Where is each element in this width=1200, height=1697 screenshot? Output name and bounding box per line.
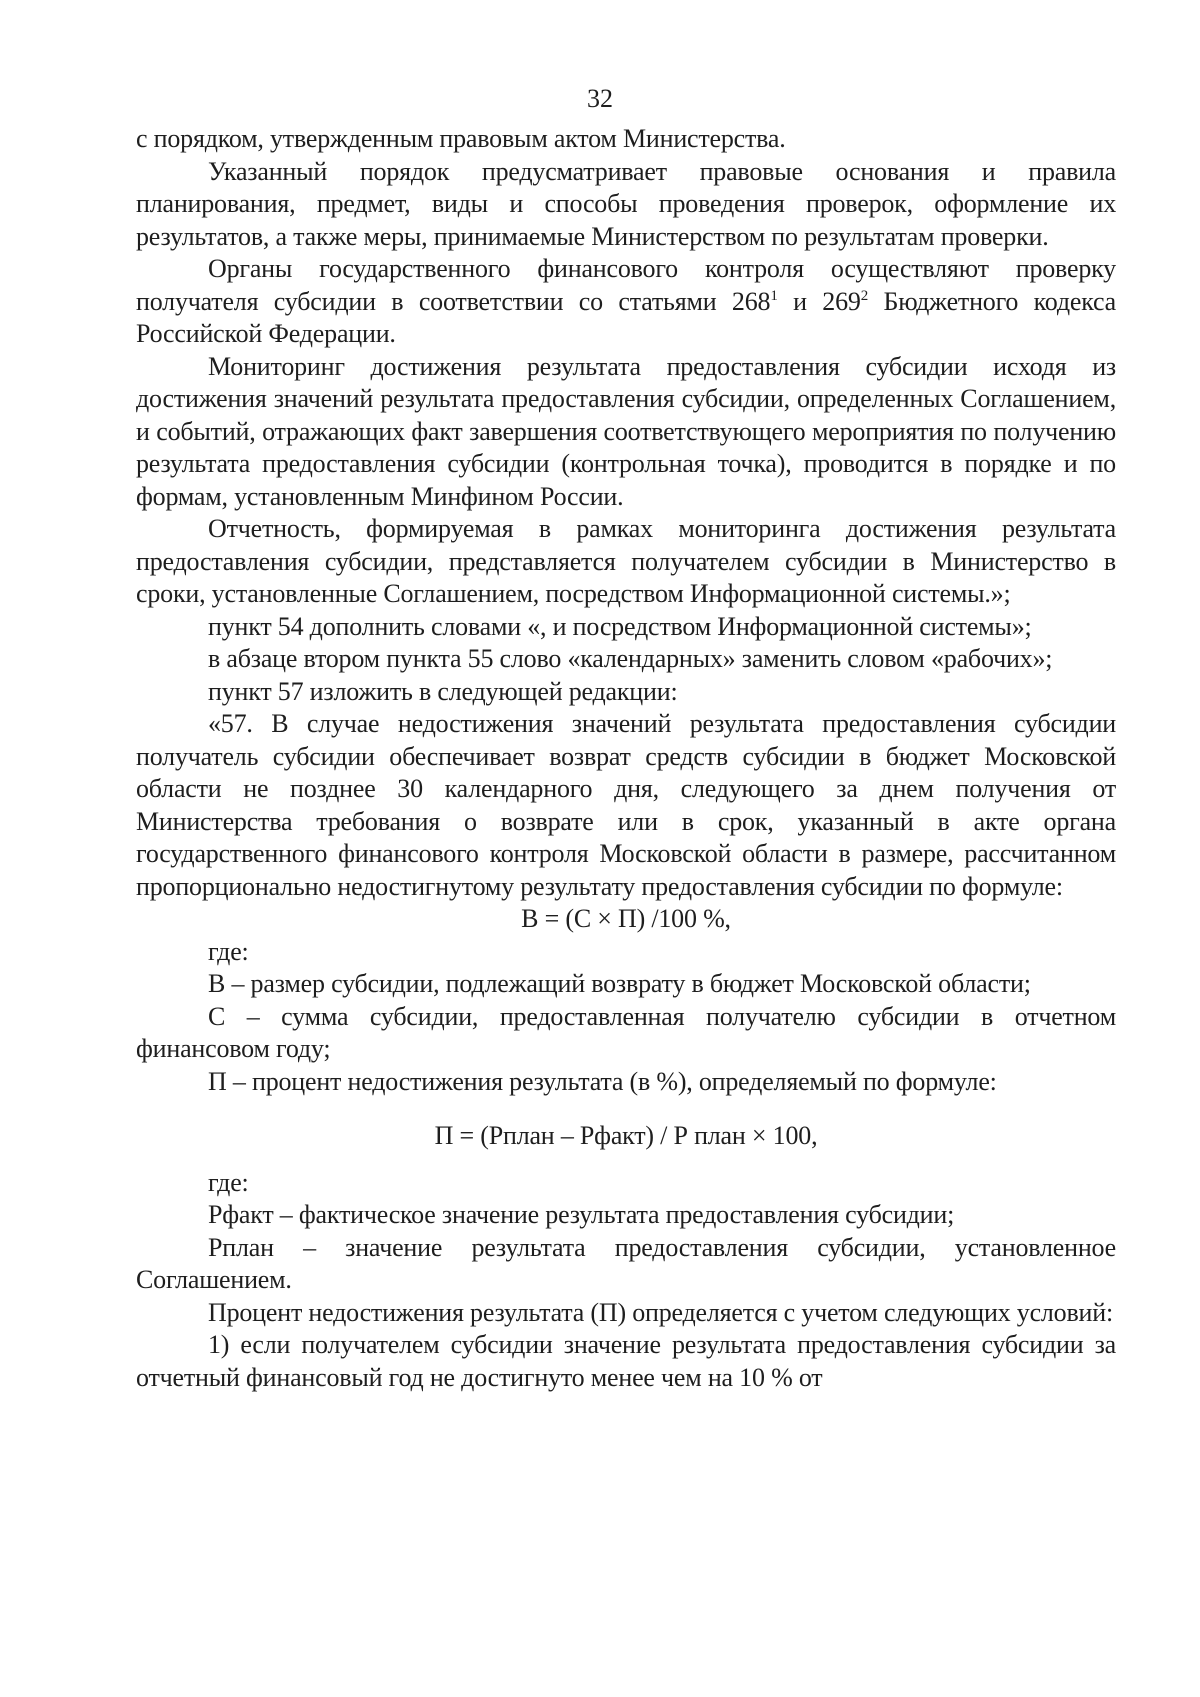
- paragraph: 1) если получателем субсидии значение результата предоставления субсидии за отчетный финансовый год не достигнуто менее чем на 10 % от: [136, 1330, 1116, 1392]
- page-number: 32: [587, 84, 613, 113]
- paragraph: с порядком, утвержденным правовым актом Министерства.: [136, 124, 786, 153]
- paragraph: Рфакт – фактическое значение результата предоставления субсидии;: [208, 1200, 955, 1229]
- superscript: 1: [770, 287, 778, 304]
- paragraph: Указанный порядок предусматривает правовые основания и правила планирования, предмет, виды и способы проведения проверок, оформление их результатов, а также меры, принимаемые Министерством по результатам проверки.: [136, 156, 1116, 251]
- paragraph: в абзаце втором пункта 55 слово «календарных» заменить словом «рабочих»;: [208, 644, 1053, 673]
- paragraph: [136, 253, 1116, 351]
- formula: В = (С × П) /100 %,: [521, 904, 731, 933]
- paragraph: Процент недостижения результата (П) определяется с учетом следующих условий:: [208, 1297, 1114, 1327]
- where-label: где:: [208, 1167, 249, 1197]
- paragraph: Отчетность, формируемая в рамках мониторинга достижения результата предоставления субсидии, представляется получателем субсидии в Министерство в сроки, установленные Соглашением, посредством Информационной системы.»;: [136, 514, 1116, 608]
- paragraph: Мониторинг достижения результата предоставления субсидии исходя из достижения значений результата предоставления субсидии, определенных Соглашением, и событий, отражающих факт завершения соответствующего мероприятия по получению результата предоставления субсидии (контрольная точка), проводится в порядке и по формам, установленным Минфином России.: [136, 351, 1116, 511]
- paragraph-text: Органы государственного финансового контроля осуществляют проверку получателя субсидии в соответствии со статьями 268: [136, 254, 1116, 316]
- superscript: 2: [860, 287, 869, 304]
- paragraph: Рплан – значение результата предоставления субсидии, установленное Соглашением.: [136, 1232, 1116, 1294]
- where-label: где:: [208, 936, 249, 966]
- paragraph: В – размер субсидии, подлежащий возврату в бюджет Московской области;: [208, 969, 1031, 998]
- paragraph: «57. В случае недостижения значений результата предоставления субсидии получатель субсидии обеспечивает возврат средств субсидии в бюджет Московской области не позднее 30 календарного дня, следующего за днем получения от Министерства требования о возврате или в срок, указанный в акте органа государственного финансового контроля Московской области в размере, рассчитанном пропорционально недостигнутому результату предоставления субсидии по формуле:: [136, 709, 1116, 901]
- paragraph: П – процент недостижения результата (в %), определяемый по формуле:: [208, 1066, 997, 1096]
- paragraph: пункт 54 дополнить словами «, и посредством Информационной системы»;: [208, 611, 1032, 641]
- formula: П = (Рплан – Рфакт) / Р план × 100,: [434, 1121, 818, 1150]
- paragraph-text: и 269: [777, 286, 861, 316]
- paragraph-text: Бюджетного кодекса Российской Федерации.: [136, 286, 1116, 348]
- document-body: [136, 123, 1116, 1394]
- paragraph: пункт 57 изложить в следующей редакции:: [208, 676, 678, 706]
- paragraph: С – сумма субсидии, предоставленная получателю субсидии в отчетном финансовом году;: [136, 1001, 1116, 1063]
